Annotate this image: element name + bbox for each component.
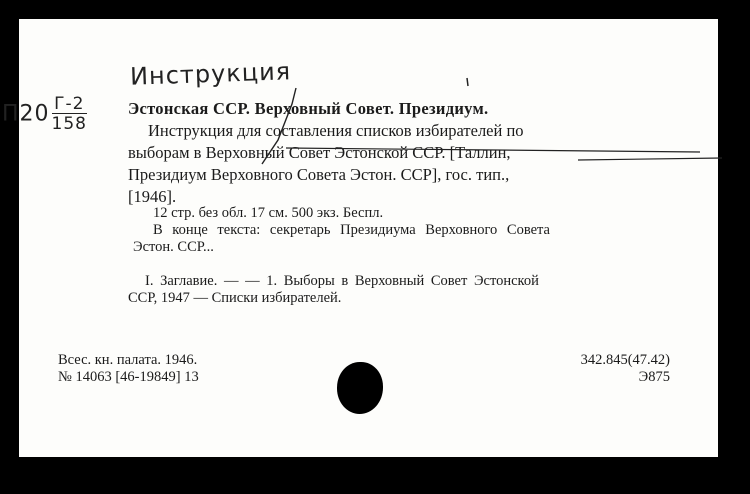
shelf-prefix: П20 (2, 101, 50, 127)
main-entry (108, 98, 674, 208)
title-line-4: [1946]. (128, 187, 177, 206)
title-line-1: Инструкция для составления списков избирателей по (148, 121, 524, 140)
shelf-fraction (52, 95, 87, 134)
tracings-line-1: I. Заглавие. — — 1. Выборы в Верховный Совет Эстонской (145, 273, 539, 289)
desc-line-3: Эстон. ССР... (133, 239, 214, 255)
shelf-denominator: 158 (51, 114, 87, 134)
shelf-mark (2, 95, 87, 134)
physical-description (133, 205, 668, 256)
tracings (108, 273, 668, 307)
title-line-3: Президиум Верховного Совета Эстон. ССР], гос. тип., (128, 165, 510, 184)
classification-number: 342.845(47.42) (580, 352, 670, 368)
shelf-numerator: Г-2 (52, 95, 87, 114)
footer-right (560, 352, 670, 386)
title-line-2: выборам в Верховный Совет Эстонской ССР. [Таллин, (128, 143, 511, 162)
publisher-line: Всес. кн. палата. 1946. (58, 352, 198, 368)
entry-heading: Эстонская ССР. Верховный Совет. Президиум. (128, 99, 489, 118)
desc-line-2: В конце текста: секретарь Президиума Верховного Совета (153, 222, 550, 238)
handwritten-title: Инструкция (129, 57, 292, 91)
record-number-line: № 14063 [46-19849] 13 (58, 369, 199, 385)
punch-hole (337, 362, 383, 414)
author-mark: Э875 (638, 369, 670, 385)
desc-line-1: 12 стр. без обл. 17 см. 500 экз. Беспл. (153, 205, 384, 221)
tracings-line-2: ССР, 1947 — Списки избирателей. (128, 290, 342, 306)
footer-left (58, 352, 199, 386)
